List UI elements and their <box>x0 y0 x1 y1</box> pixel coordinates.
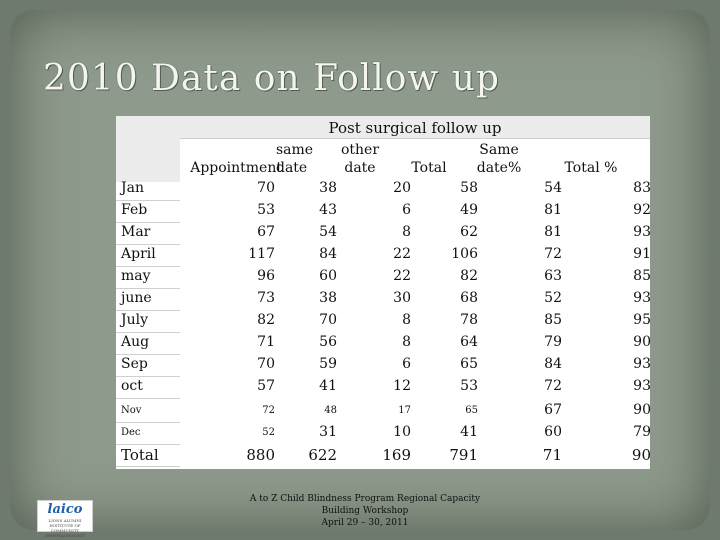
table-cell: 622 <box>308 446 337 464</box>
table-cell: 169 <box>382 446 411 464</box>
row-divider <box>116 332 180 333</box>
table-cell: 52 <box>544 290 562 306</box>
table-cell: 8 <box>402 312 411 328</box>
row-divider <box>116 244 180 245</box>
table-cell: 52 <box>262 427 275 438</box>
table-cell: 83 <box>633 180 651 196</box>
row-label: oct <box>121 378 143 394</box>
table-cell: 84 <box>544 356 562 372</box>
table-cell: 62 <box>460 224 478 240</box>
table-cell: 57 <box>257 378 275 394</box>
table-cell: 106 <box>451 246 478 262</box>
table-cell: 65 <box>460 356 478 372</box>
table-cell: 65 <box>465 405 478 416</box>
row-divider <box>116 376 180 377</box>
row-label: Dec <box>121 427 141 438</box>
table-cell: 53 <box>257 202 275 218</box>
table-cell: 84 <box>319 246 337 262</box>
table-cell: 117 <box>248 246 275 262</box>
row-label: Sep <box>121 356 148 372</box>
table-cell: 880 <box>246 446 275 464</box>
table-cell: 95 <box>633 312 651 328</box>
footer <box>220 493 510 529</box>
logo-text: laico <box>47 502 83 517</box>
table-cell: 49 <box>460 202 478 218</box>
table-cell: 41 <box>460 424 478 440</box>
row-divider <box>116 266 180 267</box>
table-cell: 8 <box>402 224 411 240</box>
table-cell: 85 <box>633 268 651 284</box>
table-cell: 70 <box>257 356 275 372</box>
table-cell: 22 <box>393 246 411 262</box>
group-header: Post surgical follow up <box>328 119 502 137</box>
table-cell: 30 <box>393 290 411 306</box>
col-header-same-date-text: same date <box>276 142 314 176</box>
table-cell: 43 <box>319 202 337 218</box>
col-header-appointment: Appointment <box>190 160 282 176</box>
col-header-other-date-text: other date <box>340 142 380 176</box>
table-cell: 92 <box>633 202 651 218</box>
row-divider <box>116 398 180 399</box>
table-cell: 59 <box>319 356 337 372</box>
row-divider <box>116 200 180 201</box>
table-cell: 22 <box>393 268 411 284</box>
table-cell: 68 <box>460 290 478 306</box>
table-cell: 8 <box>402 334 411 350</box>
table-cell: 41 <box>319 378 337 394</box>
table-cell: 82 <box>257 312 275 328</box>
table-cell: 31 <box>319 424 337 440</box>
table-cell: 67 <box>257 224 275 240</box>
table-cell: 791 <box>449 446 478 464</box>
table-cell: 72 <box>262 405 275 416</box>
row-label: April <box>121 246 156 262</box>
row-label: june <box>121 290 152 306</box>
table-cell: 60 <box>319 268 337 284</box>
table-cell: 81 <box>544 224 562 240</box>
table-cell: 85 <box>544 312 562 328</box>
table-cell: 70 <box>319 312 337 328</box>
col-header-same-date-pct <box>472 141 526 177</box>
footer-line-1: A to Z Child Blindness Program Regional Capacity <box>249 494 481 504</box>
table-cell: 71 <box>542 446 562 464</box>
table-cell: 17 <box>398 405 411 416</box>
table-cell: 90 <box>633 402 651 418</box>
row-label: Jan <box>121 180 144 196</box>
table-corner <box>116 116 180 182</box>
row-divider <box>116 444 180 445</box>
table-cell: 38 <box>319 290 337 306</box>
col-header-same-date-pct-text: Same date% <box>476 142 522 176</box>
row-divider <box>116 222 180 223</box>
table-cell: 81 <box>544 202 562 218</box>
table-cell: 56 <box>319 334 337 350</box>
row-divider <box>116 422 180 423</box>
table-cell: 53 <box>460 378 478 394</box>
table-cell: 10 <box>393 424 411 440</box>
col-header-total-pct: Total % <box>564 160 618 176</box>
table-cell: 78 <box>460 312 478 328</box>
table-cell: 79 <box>633 424 651 440</box>
table-cell: 90 <box>633 334 651 350</box>
table-cell: 12 <box>393 378 411 394</box>
row-divider <box>116 310 180 311</box>
row-label: Mar <box>121 224 151 240</box>
col-header-total: Total <box>411 160 447 176</box>
table-cell: 90 <box>631 446 651 464</box>
table-cell: 64 <box>460 334 478 350</box>
table-cell: 93 <box>633 378 651 394</box>
table-cell: 67 <box>544 402 562 418</box>
col-header-other-date <box>336 141 384 177</box>
table-cell: 38 <box>319 180 337 196</box>
row-label: Feb <box>121 202 148 218</box>
table-cell: 82 <box>460 268 478 284</box>
table-cell: 93 <box>633 356 651 372</box>
row-label: may <box>121 268 151 284</box>
table-cell: 72 <box>544 246 562 262</box>
footer-line-3: April 29 – 30, 2011 <box>321 518 409 528</box>
table-cell: 73 <box>257 290 275 306</box>
table-cell: 93 <box>633 290 651 306</box>
row-divider <box>116 288 180 289</box>
row-label: Aug <box>121 334 150 350</box>
table-cell: 71 <box>257 334 275 350</box>
table-cell: 6 <box>402 356 411 372</box>
row-divider <box>116 354 180 355</box>
logo-subtext: LIONS ALUMNI INSTITUTE OF COMMUNITY OPHTHALMOLOGY <box>44 518 86 538</box>
table-cell: 54 <box>544 180 562 196</box>
row-label: Nov <box>121 405 142 416</box>
col-header-same-date <box>276 141 320 177</box>
table-cell: 79 <box>544 334 562 350</box>
table-cell: 63 <box>544 268 562 284</box>
table-cell: 70 <box>257 180 275 196</box>
table-cell: 96 <box>257 268 275 284</box>
table-cell: 58 <box>460 180 478 196</box>
row-label: July <box>121 312 149 328</box>
table-cell: 72 <box>544 378 562 394</box>
row-label: Total <box>121 446 159 464</box>
footer-line-2: Building Workshop <box>321 506 409 516</box>
laico-logo <box>37 500 93 538</box>
table-cell: 6 <box>402 202 411 218</box>
table-cell: 54 <box>319 224 337 240</box>
table-cell: 20 <box>393 180 411 196</box>
slide-title: 2010 Data on Follow up <box>43 58 500 99</box>
row-divider <box>116 466 180 467</box>
table-cell: 91 <box>633 246 651 262</box>
table-cell: 60 <box>544 424 562 440</box>
table-cell: 93 <box>633 224 651 240</box>
table-cell: 48 <box>324 405 337 416</box>
